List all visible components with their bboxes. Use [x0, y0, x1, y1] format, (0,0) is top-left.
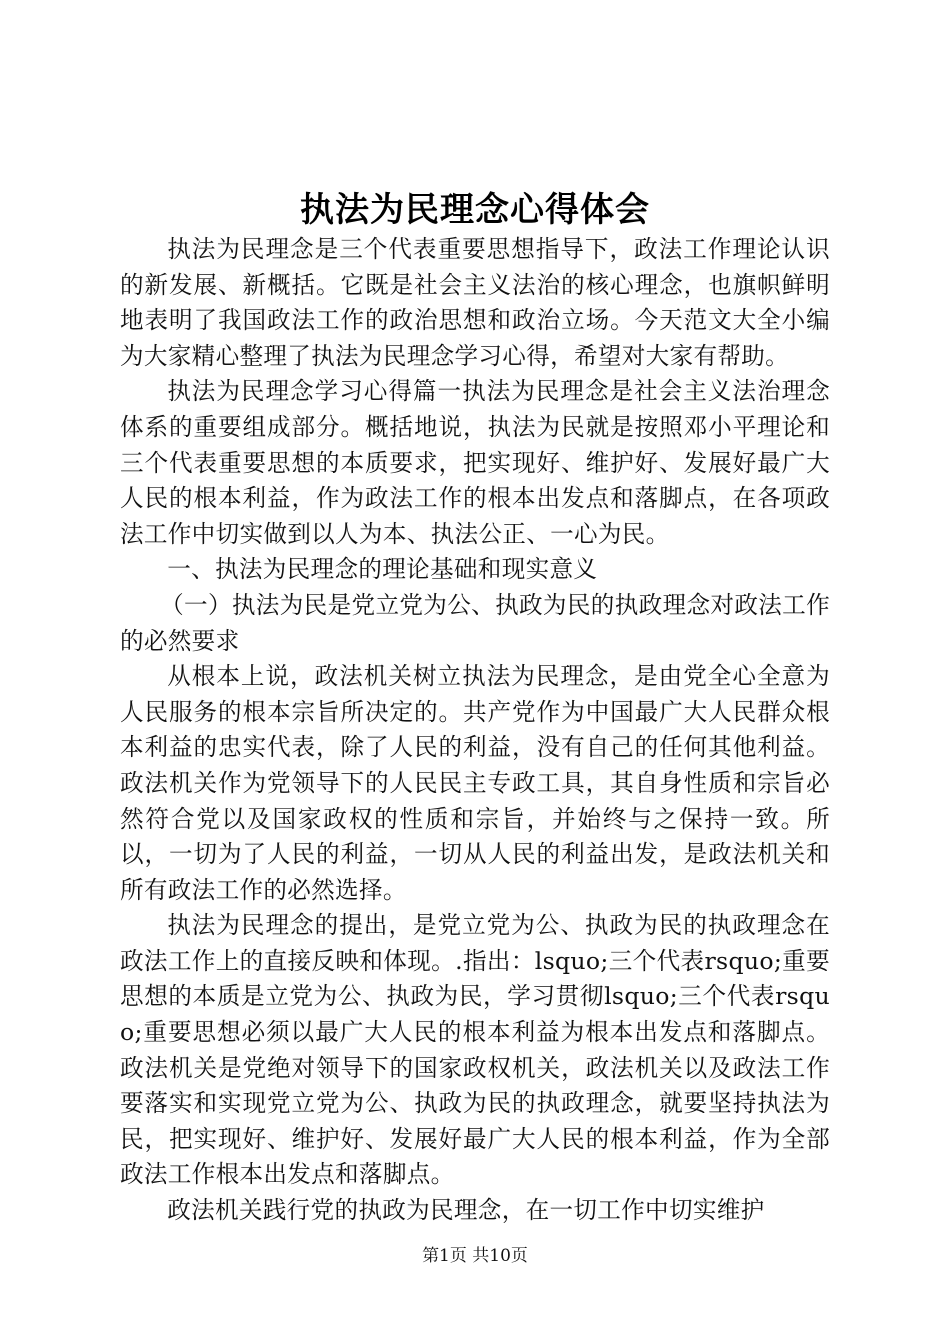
document-title: 执法为民理念心得体会 — [300, 190, 650, 230]
document-body — [120, 232, 830, 1229]
paragraph-body: 执法为民理念的提出，是党立党为公、执政为民的执政理念在政法工作上的直接反映和体现。.指出：lsquo;三个代表rsquo;重要思想的本质是立党为公、执政为民，学习贯彻lsquo;三个代表rsquo;重要思想必须以最广大人民的根本利益为根本出发点和落脚点。政法机关是党绝对领导下的国家政权机关，政法机关以及政法工作要落实和实现党立党为公、执政为民的执政理念，就要坚持执法为民，把实现好、维护好、发展好最广大人民的根本利益，作为全部政法工作根本出发点和落脚点。 — [120, 911, 830, 1189]
paragraph-intro: 执法为民理念是三个代表重要思想指导下，政法工作理论认识的新发展、新概括。它既是社会主义法治的核心理念，也旗帜鲜明地表明了我国政法工作的政治思想和政治立场。今天范文大全小编为大家精心整理了执法为民理念学习心得，希望对大家有帮助。 — [120, 235, 830, 370]
section-heading: 一、执法为民理念的理论基础和现实意义 — [167, 555, 598, 584]
subsection-heading: （一）执法为民是党立党为公、执政为民的执政理念对政法工作的必然要求 — [120, 590, 830, 655]
paragraph-body: 政法机关践行党的执政为民理念，在一切工作中切实维护 — [167, 1196, 765, 1225]
paragraph-article-one: 执法为民理念学习心得篇一执法为民理念是社会主义法治理念体系的重要组成部分。概括地说，执法为民就是按照邓小平理论和三个代表重要思想的本质要求，把实现好、维护好、发展好最广大人民的根本利益，作为政法工作的根本出发点和落脚点，在各项政法工作中切实做到以人为本、执法公正、一心为民。 — [120, 377, 830, 548]
page-number-footer: 第1页 共10页 — [422, 1246, 528, 1266]
paragraph-body: 从根本上说，政法机关树立执法为民理念，是由党全心全意为人民服务的根本宗旨所决定的。共产党作为中国最广大人民群众根本利益的忠实代表，除了人民的利益，没有自己的任何其他利益。政法机关作为党领导下的人民民主专政工具，其自身性质和宗旨必然符合党以及国家政权的性质和宗旨，并始终与之保持一致。所以，一切为了人民的利益，一切从人民的利益出发，是政法机关和所有政法工作的必然选择。 — [120, 662, 830, 904]
